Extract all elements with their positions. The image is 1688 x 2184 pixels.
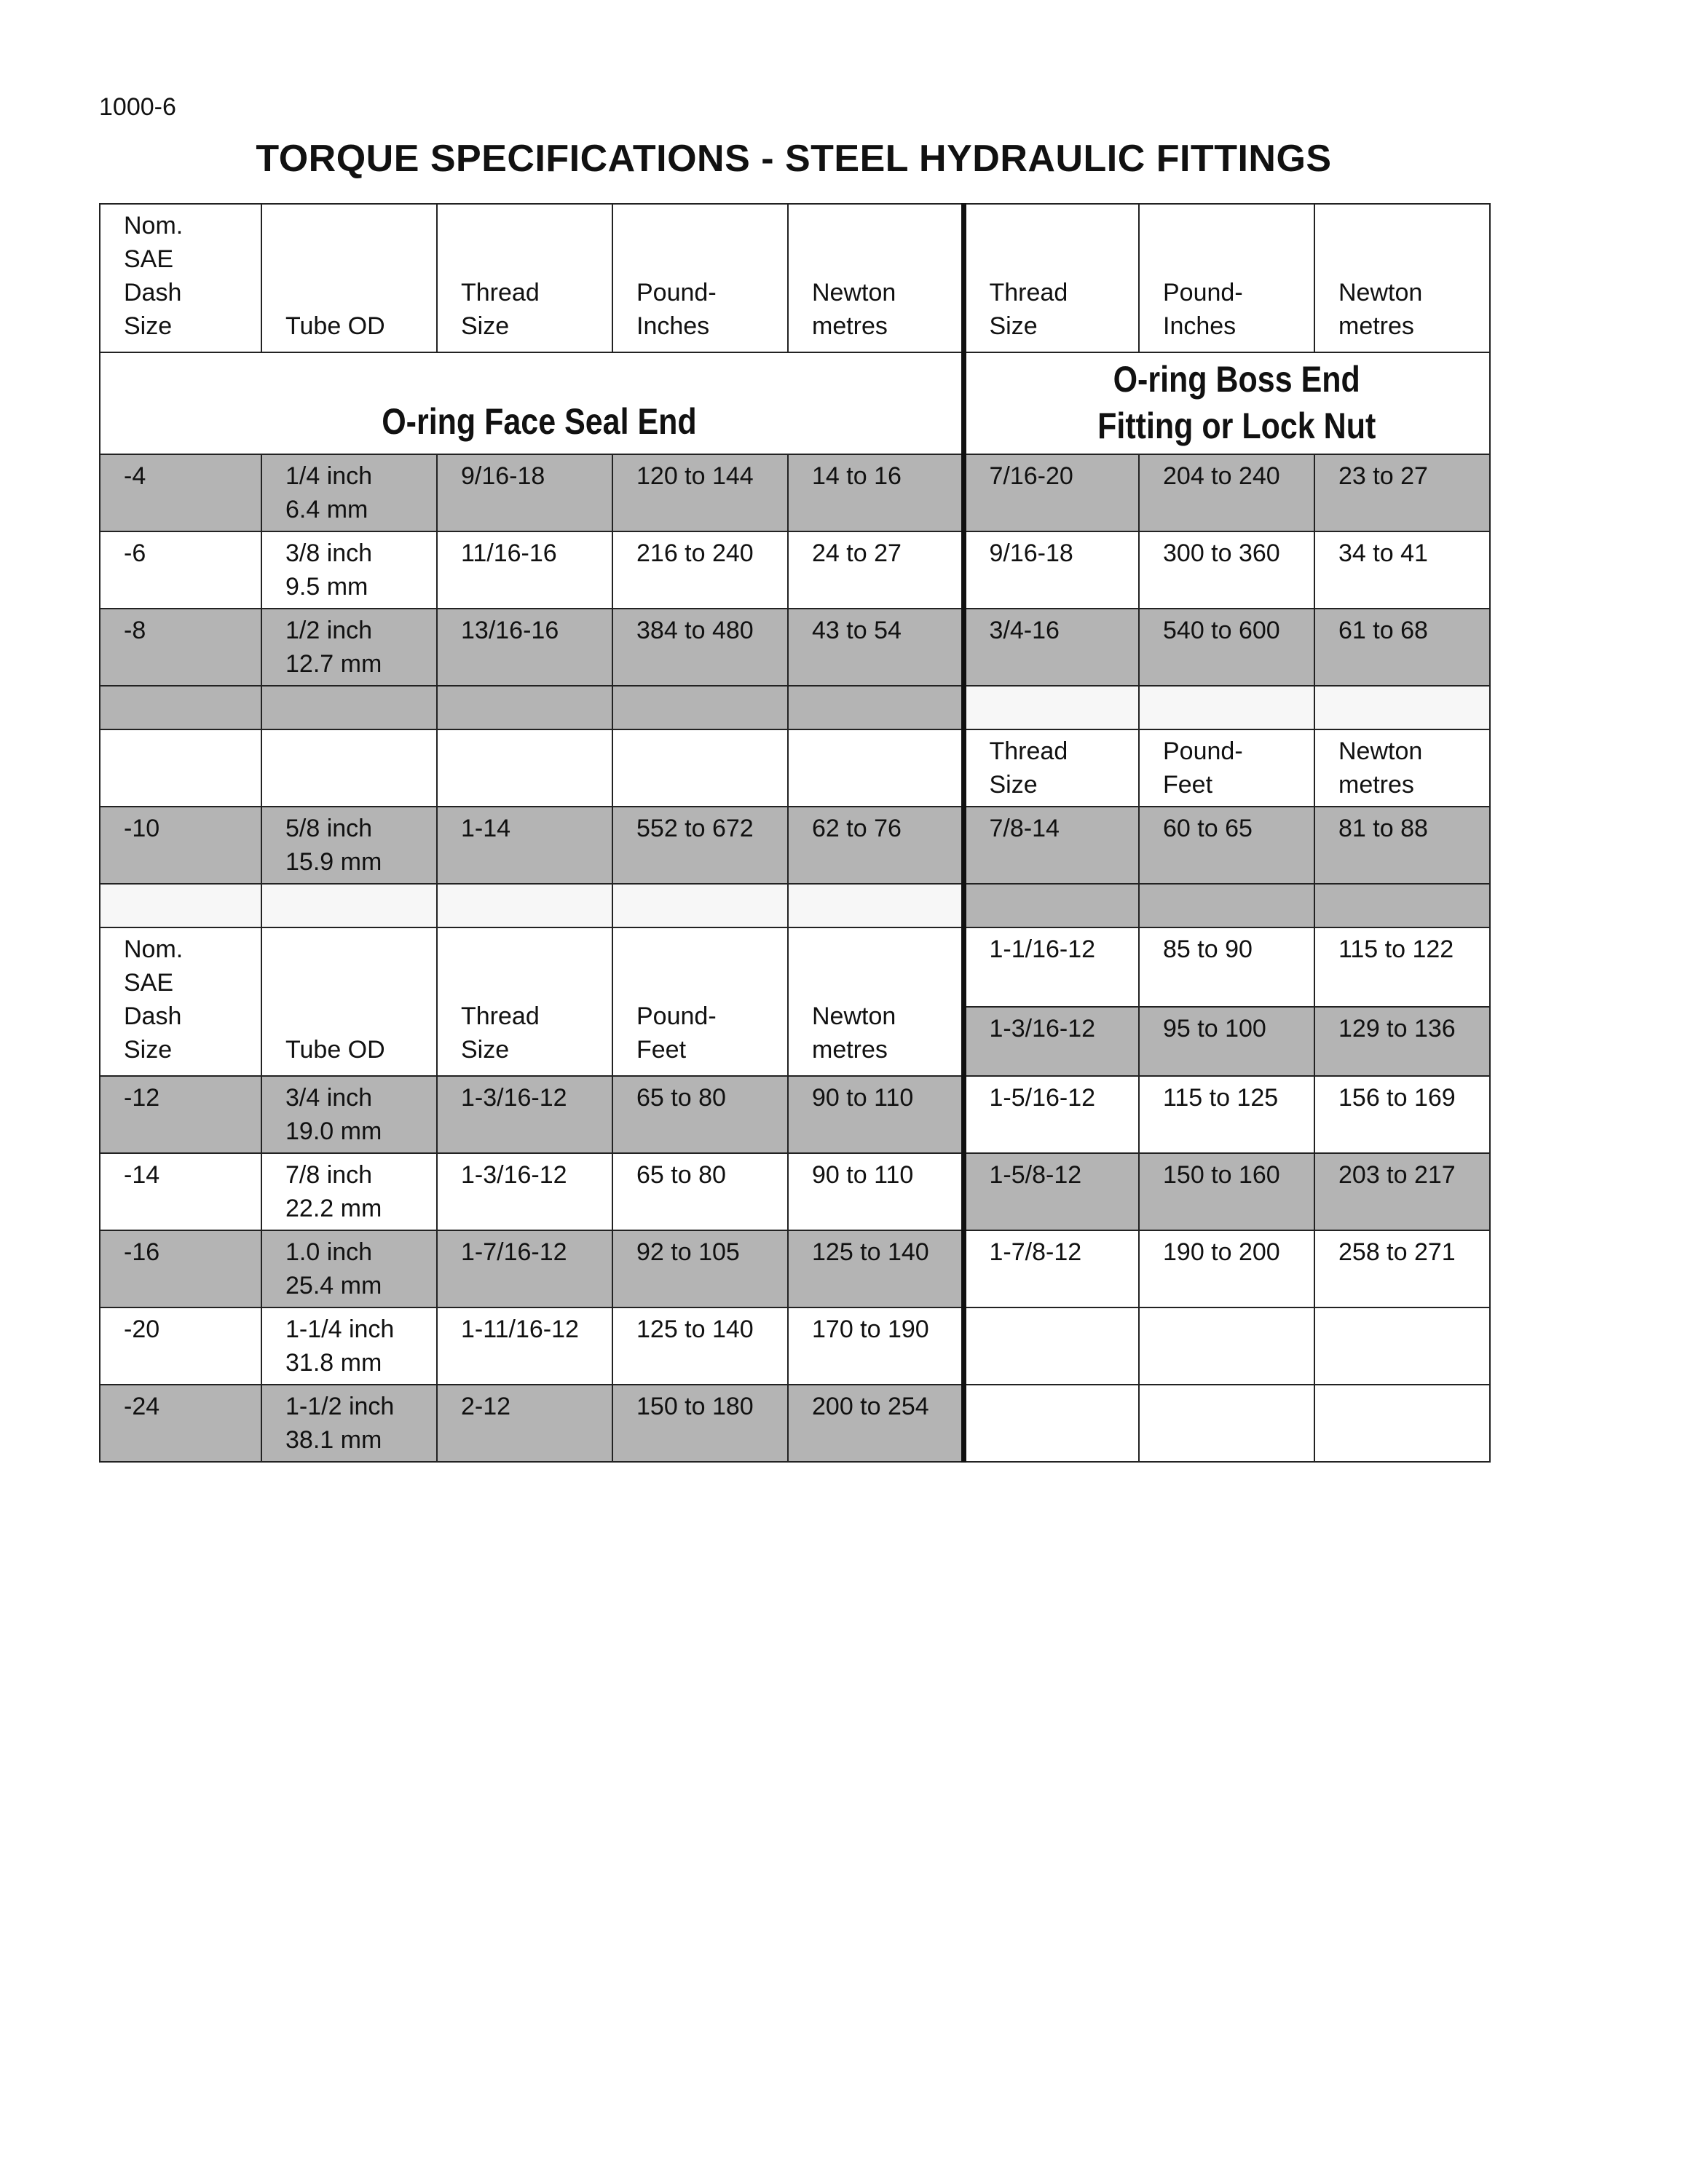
cell-boss-pound: 60 to 65 (1139, 807, 1314, 884)
cell-boss-pound: 540 to 600 (1139, 609, 1314, 686)
col-header-boss-newton-metres: Newton metres (1314, 204, 1490, 352)
cell-boss-thread (963, 1385, 1139, 1462)
cell-boss-newton: 203 to 217 (1314, 1153, 1490, 1230)
cell-dash: -14 (100, 1153, 261, 1230)
col-header-tube-od: Tube OD (261, 927, 437, 1076)
cell-thread: 1-3/16-12 (437, 1076, 612, 1153)
cell-boss-newton: 156 to 169 (1314, 1076, 1490, 1153)
section-boss-end (963, 352, 1490, 454)
col-header-boss-pound-inches: Pound- Inches (1139, 204, 1314, 352)
cell-newton-metres: 43 to 54 (788, 609, 963, 686)
cell-dash: -20 (100, 1307, 261, 1385)
cell-pound-feet: 125 to 140 (612, 1307, 788, 1385)
spacer-row (100, 884, 1490, 927)
cell-boss-newton (1314, 1307, 1490, 1385)
cell-newton-metres: 90 to 110 (788, 1153, 963, 1230)
page-title: TORQUE SPECIFICATIONS - STEEL HYDRAULIC FITTINGS (256, 138, 1332, 180)
cell-thread: 1-11/16-12 (437, 1307, 612, 1385)
section-face-seal-end (100, 352, 963, 454)
cell-boss-newton (1314, 1385, 1490, 1462)
cell-boss-pound: 95 to 100 (1139, 1007, 1314, 1076)
cell-boss-newton: 115 to 122 (1314, 927, 1490, 1007)
cell-pound-feet: 92 to 105 (612, 1230, 788, 1307)
cell-newton-metres: 170 to 190 (788, 1307, 963, 1385)
col-header-pound-feet: Pound- Feet (612, 927, 788, 1076)
section-boss-end-label: O-ring Boss End Fitting or Lock Nut (1097, 359, 1376, 446)
section-row (100, 352, 1490, 454)
cell-thread: 1-7/16-12 (437, 1230, 612, 1307)
cell-dash: -24 (100, 1385, 261, 1462)
cell-thread: 1-14 (437, 807, 612, 884)
table-row (100, 609, 1490, 686)
cell-newton-metres: 90 to 110 (788, 1076, 963, 1153)
cell-newton-metres: 24 to 27 (788, 531, 963, 609)
col-header-boss-thread-size: Thread Size (963, 729, 1139, 807)
cell-newton-metres: 200 to 254 (788, 1385, 963, 1462)
cell-boss-newton: 81 to 88 (1314, 807, 1490, 884)
cell-thread: 1-3/16-12 (437, 1153, 612, 1230)
cell-pound-inches: 384 to 480 (612, 609, 788, 686)
cell-tube-od: 3/8 inch 9.5 mm (261, 531, 437, 609)
cell-newton-metres: 14 to 16 (788, 454, 963, 531)
col-header-boss-pound-feet: Pound- Feet (1139, 729, 1314, 807)
cell-pound-feet: 150 to 180 (612, 1385, 788, 1462)
cell-boss-thread: 1-3/16-12 (963, 1007, 1139, 1076)
col-header-boss-newton-metres: Newton metres (1314, 729, 1490, 807)
col-header-thread-size: Thread Size (437, 927, 612, 1076)
cell-tube-od: 1/2 inch 12.7 mm (261, 609, 437, 686)
cell-pound-inches: 552 to 672 (612, 807, 788, 884)
cell-pound-inches: 120 to 144 (612, 454, 788, 531)
table-row (100, 1230, 1490, 1307)
cell-tube-od: 3/4 inch 19.0 mm (261, 1076, 437, 1153)
cell-thread: 9/16-18 (437, 454, 612, 531)
cell-boss-pound (1139, 1307, 1314, 1385)
col-header-dash-size: Nom. SAE Dash Size (100, 927, 261, 1076)
torque-spec-table (99, 203, 1491, 1463)
col-header-dash-size: Nom. SAE Dash Size (100, 204, 261, 352)
cell-boss-pound (1139, 1385, 1314, 1462)
cell-boss-newton: 129 to 136 (1314, 1007, 1490, 1076)
col-header-pound-inches: Pound- Inches (612, 204, 788, 352)
cell-dash: -10 (100, 807, 261, 884)
cell-tube-od: 1.0 inch 25.4 mm (261, 1230, 437, 1307)
cell-thread: 13/16-16 (437, 609, 612, 686)
col-header-boss-thread-size: Thread Size (963, 204, 1139, 352)
table-row (100, 1307, 1490, 1385)
page-number: 1000-6 (99, 93, 176, 121)
header-row-bottom (100, 927, 1490, 1007)
cell-boss-thread: 1-5/16-12 (963, 1076, 1139, 1153)
cell-pound-inches: 216 to 240 (612, 531, 788, 609)
cell-tube-od: 1-1/2 inch 38.1 mm (261, 1385, 437, 1462)
cell-thread: 2-12 (437, 1385, 612, 1462)
cell-boss-thread: 7/16-20 (963, 454, 1139, 531)
cell-boss-pound: 85 to 90 (1139, 927, 1314, 1007)
cell-boss-thread: 1-7/8-12 (963, 1230, 1139, 1307)
cell-boss-thread (963, 1307, 1139, 1385)
spacer-row (100, 686, 1490, 729)
section-face-seal-label: O-ring Face Seal End (382, 401, 697, 442)
cell-thread: 11/16-16 (437, 531, 612, 609)
cell-boss-thread: 1-1/16-12 (963, 927, 1139, 1007)
header-row-top (100, 204, 1490, 352)
cell-dash: -6 (100, 531, 261, 609)
cell-boss-thread: 9/16-18 (963, 531, 1139, 609)
cell-dash: -8 (100, 609, 261, 686)
table-row (100, 1385, 1490, 1462)
cell-dash: -16 (100, 1230, 261, 1307)
cell-pound-feet: 65 to 80 (612, 1153, 788, 1230)
cell-boss-thread: 3/4-16 (963, 609, 1139, 686)
cell-newton-metres: 62 to 76 (788, 807, 963, 884)
cell-pound-feet: 65 to 80 (612, 1076, 788, 1153)
cell-boss-newton: 258 to 271 (1314, 1230, 1490, 1307)
cell-boss-pound: 190 to 200 (1139, 1230, 1314, 1307)
cell-dash: -4 (100, 454, 261, 531)
table-row (100, 807, 1490, 884)
col-header-newton-metres: Newton metres (788, 204, 963, 352)
cell-boss-pound: 150 to 160 (1139, 1153, 1314, 1230)
cell-boss-newton: 34 to 41 (1314, 531, 1490, 609)
cell-boss-pound: 300 to 360 (1139, 531, 1314, 609)
cell-dash: -12 (100, 1076, 261, 1153)
table-row (100, 1076, 1490, 1153)
cell-boss-pound: 115 to 125 (1139, 1076, 1314, 1153)
cell-boss-thread: 7/8-14 (963, 807, 1139, 884)
col-header-newton-metres: Newton metres (788, 927, 963, 1076)
table-row (100, 454, 1490, 531)
cell-boss-thread: 1-5/8-12 (963, 1153, 1139, 1230)
cell-tube-od: 1/4 inch 6.4 mm (261, 454, 437, 531)
table-row (100, 531, 1490, 609)
cell-tube-od: 7/8 inch 22.2 mm (261, 1153, 437, 1230)
cell-boss-newton: 23 to 27 (1314, 454, 1490, 531)
cell-boss-newton: 61 to 68 (1314, 609, 1490, 686)
col-header-thread-size: Thread Size (437, 204, 612, 352)
table-row (100, 1153, 1490, 1230)
boss-header-row-feet (100, 729, 1490, 807)
cell-newton-metres: 125 to 140 (788, 1230, 963, 1307)
cell-tube-od: 1-1/4 inch 31.8 mm (261, 1307, 437, 1385)
col-header-tube-od: Tube OD (261, 204, 437, 352)
cell-boss-pound: 204 to 240 (1139, 454, 1314, 531)
cell-tube-od: 5/8 inch 15.9 mm (261, 807, 437, 884)
